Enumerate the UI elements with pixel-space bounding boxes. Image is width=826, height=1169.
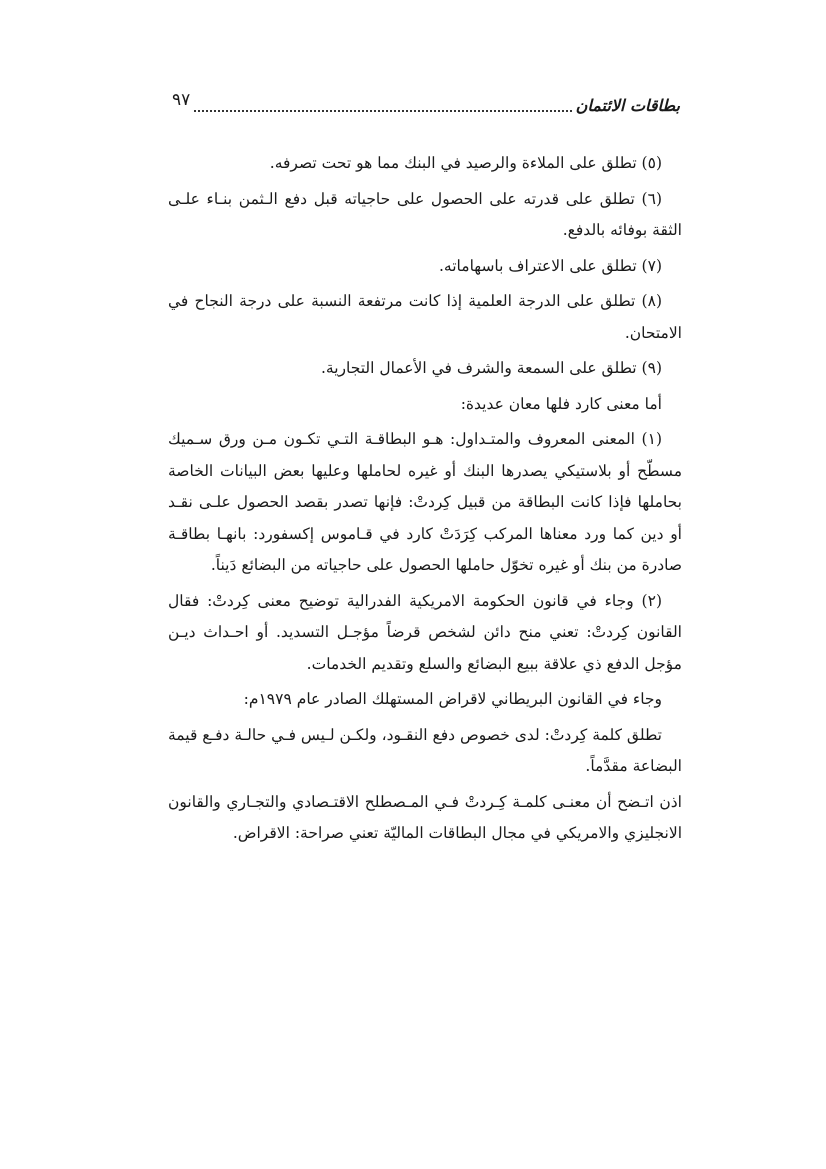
header-title: بطاقات الائتمان [575,96,680,115]
paragraph-credit-usage: تطلق كلمة كِردتْ: لدى خصوص دفع النقـود، ولكـن لـيس فـي حالـة دفـع قيمة البضاعة مقدَّماً. [168,725,682,775]
page-body [168,148,682,850]
paragraph-card-meaning-2: (٢) وجاء في قانون الحكومة الامريكية الفدرالية توضيح معنى كِردتْ: فقال القانون كِردتْ: تعني منح دائن لشخص قرضاً مؤجـل التسديد. أو احـداث ديـن مؤجل الدفع ذي علاقة ببيع البضائع والسلع وتقديم الخدمات. [168,591,682,673]
running-header [172,88,680,116]
paragraph-item-8: (٨) تطلق على الدرجة العلمية إذا كانت مرتفعة النسبة على درجة النجاح في الامتحان. [168,292,682,342]
paragraph-british-law: وجاء في القانون البريطاني لاقراض المستهلك الصادر عام ١٩٧٩م: [243,690,662,708]
paragraph-card-meaning-1: (١) المعنى المعروف والمتـداول: هـو البطاقـة التـي تكـون مـن ورق سـميك مسطّح أو بلاستيكي يصدرها البنك أو غيره لحاملها وعليها بعض البيانات الخاصة بحاملها فإذا كانت البطاقة من قبيل كِردتْ: فإنها تصدر بقصد الحصول علـى نقـد أو دين كما ورد معناها المركب كِرَدَتْ كارد في قـاموس إكسفورد: بانهـا بطاقـة صادرة من بنك أو غيره تخوّل حاملها الحصول على حاجياته من البضائع دَيناً. [168,430,683,574]
paragraph-item-7: (٧) تطلق على الاعتراف باسهاماته. [439,256,662,275]
page-number: ٩٧ [172,90,191,110]
paragraph-item-9: (٩) تطلق على السمعة والشرف في الأعمال التجارية. [320,359,662,377]
paragraph-card-intro: أما معنى كارد فلها معان عديدة: [460,394,662,413]
paragraph-conclusion: اذن اتـضح أن معنـى كلمـة كِـردتْ فـي المـصطلح الاقتـصادي والتجـاري والقانون الانجليزي والامريكي في مجال البطاقات الماليّة تعني صراحة: الاقراض. [168,792,682,842]
paragraph-item-6: (٦) تطلق على قدرته على الحصول على حاجياته قبل دفع الـثمن بنـاء علـى الثقة بوفائه بالدفع. [168,189,682,239]
paragraph-item-5: (٥) تطلق على الملاءة والرصيد في البنك مما هو تحت تصرفه. [269,154,662,172]
dotted-leader [194,110,571,112]
